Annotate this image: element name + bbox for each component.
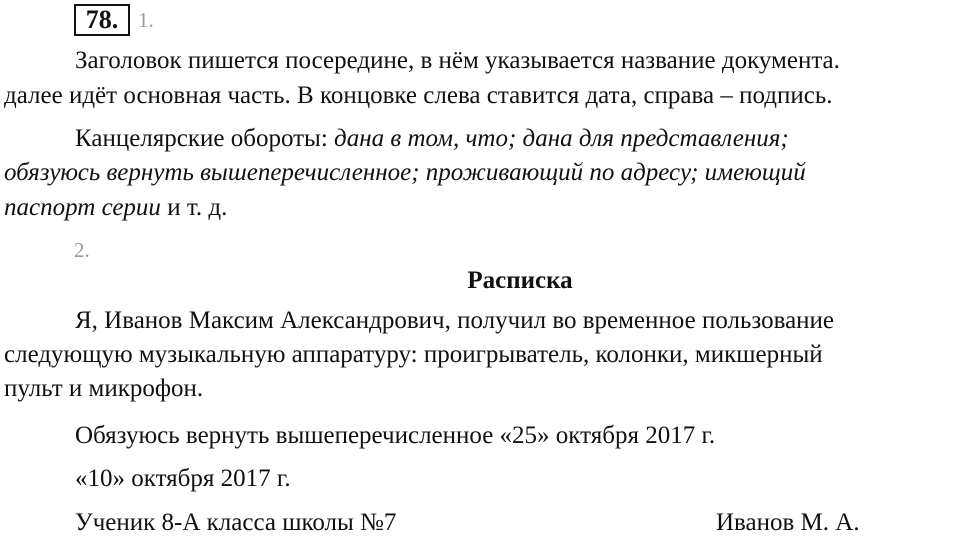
receipt-promise: Обязуюсь вернуть вышеперечисленное «25» октября 2017 г. bbox=[75, 422, 716, 449]
phrases-italic-1: дана в том, что; дана для представления; bbox=[334, 125, 789, 152]
part-2-marker: 2. bbox=[74, 238, 90, 262]
paragraph-1-line-1: Заголовок пишется посередине, в нём указывается название документа. bbox=[75, 47, 840, 74]
receipt-body-line-3: пульт и микрофон. bbox=[4, 375, 204, 402]
exercise-number: 78. bbox=[74, 4, 130, 36]
phrases-tail: и т. д. bbox=[160, 194, 228, 221]
receipt-body-line-1: Я, Иванов Максим Александрович, получил во временное пользование bbox=[75, 307, 835, 334]
phrases-line-1 bbox=[75, 124, 789, 154]
phrases-line-2: обязуюсь вернуть вышеперечисленное; проживающий по адресу; имеющий bbox=[4, 159, 806, 186]
part-1-marker: 1. bbox=[138, 8, 154, 32]
phrases-line-3 bbox=[4, 193, 227, 223]
phrases-label: Канцелярские обороты: bbox=[75, 125, 335, 152]
signer-position: Ученик 8-А класса школы №7 bbox=[75, 509, 397, 536]
receipt-body-line-2: следующую музыкальную аппаратуру: проигрыватель, колонки, микшерный bbox=[4, 341, 823, 368]
phrases-italic-3: паспорт серии bbox=[4, 194, 161, 221]
signer-name: Иванов М. А. bbox=[716, 509, 860, 536]
receipt-date: «10» октября 2017 г. bbox=[75, 465, 291, 492]
paragraph-1-line-2: далее идёт основная часть. В концовке слева ставится дата, справа – подпись. bbox=[4, 82, 833, 109]
receipt-title: Расписка bbox=[467, 267, 573, 294]
